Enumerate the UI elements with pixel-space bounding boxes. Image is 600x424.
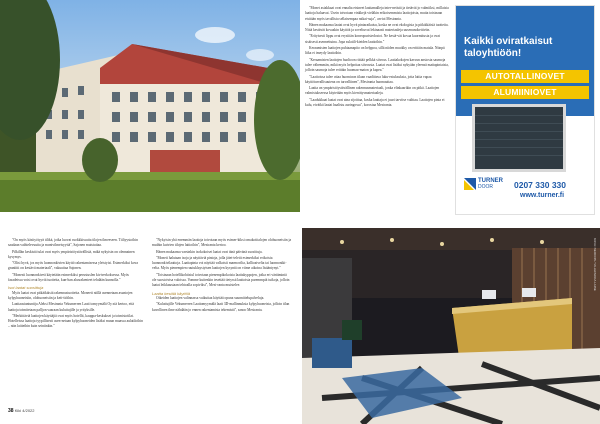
- building-photo: [0, 0, 300, 212]
- turner-logo-icon: [464, 178, 476, 190]
- ad-background: [456, 6, 594, 116]
- bottom-article-column-2: [152, 238, 292, 314]
- ad-band-garage-doors: AUTOTALLINOVET: [461, 70, 589, 83]
- paragraph: Laattaasiantuntija Aleksi Mesiranta Vekumerren Laatt tomyymälä Oy:stä kertoo, että laattoja toimitetaan palljon vaaraan kuluttujille ja yrityksille.: [8, 302, 134, 312]
- top-right-article-column: [305, 6, 450, 109]
- issue-number: 4/2022: [22, 408, 35, 413]
- paragraph: Laatta on ympäristöystävällinen rakennusmateriaali, jonka elinkaarikin on pitkä. Laattojen valmistukseessa käytetään myös kierrätysmateriaaleja.: [305, 86, 440, 96]
- bottom-article-column-1: [8, 238, 143, 331]
- paragraph: "Moneti halutaan isoja ja näyttäviä pintoja, jolla jätet-teletit esimerkiksi erikoisia luonnonkivilaattoja. Laattapinta voi näyttää valkoisii marmorilta, kallioaivelta tai luonnoniki-velta. Myös pienempien ruutuklaystyisen laattojen kysyntä on viime aikoina lisääntynyt.": [152, 255, 287, 271]
- ad-headline: Kaikki oviratkaisut taloyhtiöön!: [464, 36, 553, 59]
- paragraph: Myös laatat ovat pitkäikäisiä rakennustuotteita. Moneeti niillä asennetaan asuntojen kylpyhuoneisiin, olohuoneisiin ja keit-tiöihin.: [8, 290, 133, 300]
- ad-website-link[interactable]: www.turner.fi: [520, 192, 565, 199]
- paragraph: Keraamisten laattojen puhtaanapito on helppoa, sillä niiden muokky on erittäin matala. Niinpä liika ei imeydy laattoihin.: [305, 46, 445, 56]
- paragraph: "Monet asiakkaat ovat ennalta etsineet laattamalleja inter-netistä ja tietävät jo valmiiksi, millaisia laattoja haluavat. Usein toivotaan vinkkejä vieläkin erikoisemmista laattojoista, mutta toisinaan etsitään myös tavallista sellaisempaa ratkai-suja", arvioi Mesiranta.: [305, 6, 449, 21]
- paragraph: Hänen mukaansa laatat ovat hyvä pintaratkaisu, koska ne ovat ekologisia ja pitkäikäisiä tuotteita. Niitä kestävät kovaakin käyttöä ja soveltuvat lekinaasti materiaaleja uusenunokettiviin.: [305, 22, 449, 33]
- paragraph: "Laattoissa tulee ottaa huomioon tilaan vaadittava luku-estuksuksia, jotta lattia vapaa käyttöturvallisuutena on turvalliinen", Mesiranta huomauttaa.: [305, 74, 432, 84]
- paragraph: "Toisinaan hotellikohtisiul toivotaan pienempikokoisia laattakyppojen, jotka eri värtämintä ole suostoivisa valoissa. Vomme kuitenkin tesettää tietyssä laattoista paremmpiä tuikoja, jolloin laatat leikkaustaan tehtoalla sopiviksi", Mesi-ranta muistelee.: [152, 272, 290, 288]
- paragraph: "Nykyisin yhä enemmän laattoja toivotaan myös esimer-kiksi omakotitalojen olohuoneisiin ja muihin kuivien tilojen lattioihin", Mesiranta kertoo.: [152, 238, 292, 248]
- ad-band-aluminium-doors: ALUMIINIOVET: [461, 86, 589, 99]
- turner-door-advertisement[interactable]: [455, 5, 595, 215]
- paragraph: "Monesti luonnonkiveä käytetään esimerkiksi perustuslen kiviverkoksessa. Myös fasadeissa voisi ovat hyviä tuotteita, kun-han alusrakenteet tehdään kunnolla.": [8, 272, 129, 283]
- subheading: Laatta kestää käyttöä: [152, 290, 191, 296]
- garage-door-image: [472, 104, 566, 172]
- paragraph: "Erityisesti lippu ovat erysiitän koneopurisiedostot. Ne kestä-vät kovaa kuormitusta ja ovat sisäisesti asennettuina. Jopa sulatili-kieiden laattoihin.": [305, 34, 440, 44]
- photo-credit: KUVA: NEOCON / VILLEPEKKA LAINE: [593, 238, 597, 291]
- subheading: Isot laatat suosittuja: [8, 285, 44, 291]
- paragraph: Oikeiden laattojen valinnassa vaikuttaa käyttää opuna suunnittelupalveluja.: [156, 295, 265, 300]
- page-number: 38: [8, 408, 14, 414]
- paragraph: Pilkillän keskistä tulat ovat myös ympäristöystävällisiä, mikä nykyisin on olennainen kysymys.: [8, 249, 135, 259]
- paragraph: "Laadukkaat laatat ovat aina sijoittaa, koska laattaja ei juuri tarvitse vaihtaa. Laattojen pinta ei kulu, eivätkä laatat haalistu auringossa", korostaa Mesiranta.: [305, 97, 445, 108]
- logo-subtext: DOOR: [478, 184, 493, 190]
- page-footer: [8, 408, 35, 414]
- turner-door-logo: [464, 178, 504, 190]
- magazine-name: Kiki: [14, 408, 22, 413]
- lobby-illustration: [302, 228, 600, 424]
- paragraph: "Merkittäviä laattojen käyttäjiä ovat myös hotellit, kauppa-keskukset ja toimistotilat. Hotelleissa laattoja tyypillisesti asen-netaan kylpyhuoneiden lisäksi muun muassa aulatiloihin – niin laitteihin kuin seiniinkin.": [8, 313, 143, 329]
- hotel-lobby-photo: [302, 228, 600, 424]
- ad-phone-number[interactable]: 0207 330 330: [514, 180, 566, 190]
- paragraph: "On myös käsityötyyä tilikä, jotka luovat ruokkkissutta tilojen ilmeeseen. Tiiliyystoihin saadaan vaihtelevuutta ja monivilmeisyyttä", Sajonen muistuttaa.: [8, 238, 138, 248]
- building-illustration: [0, 0, 300, 212]
- paragraph: Hänen mukaansa varsinkin isokokoiset laatat ovat tänä päivänä suosittuja.: [156, 249, 263, 254]
- paragraph: "Keraamisten laattojen huoltoon riittää pelkkä siivous. Laattakokojen kasvun ansiosta saumoja tulee vähemmän, mikä myös helpottaa siivousta. Laatat ovat lisäksi nykyään yleensä mattapintaisia, jolloin saumoja tulee erittäin huomaa-maton ja kapea.": [305, 57, 449, 73]
- paragraph: "Kuluttujille Vekumerren Laattomyymälä laatt 3D-mallinnuksia kylpyhuoneista, jolloin tilan kuvollinen ilme nähdään jo ennen rakentamista tekemistä", sanoo Mesiranta.: [152, 302, 290, 312]
- paragraph: "Olisi hyvä, jos myös luonnonkivien käyttö rakentamisessa yleistyisi. Esimerkiksi kova graniitti on kestävä materiaali", vakuuttaa Sajonen.: [8, 261, 138, 271]
- logo-text: TURNER: [478, 178, 503, 184]
